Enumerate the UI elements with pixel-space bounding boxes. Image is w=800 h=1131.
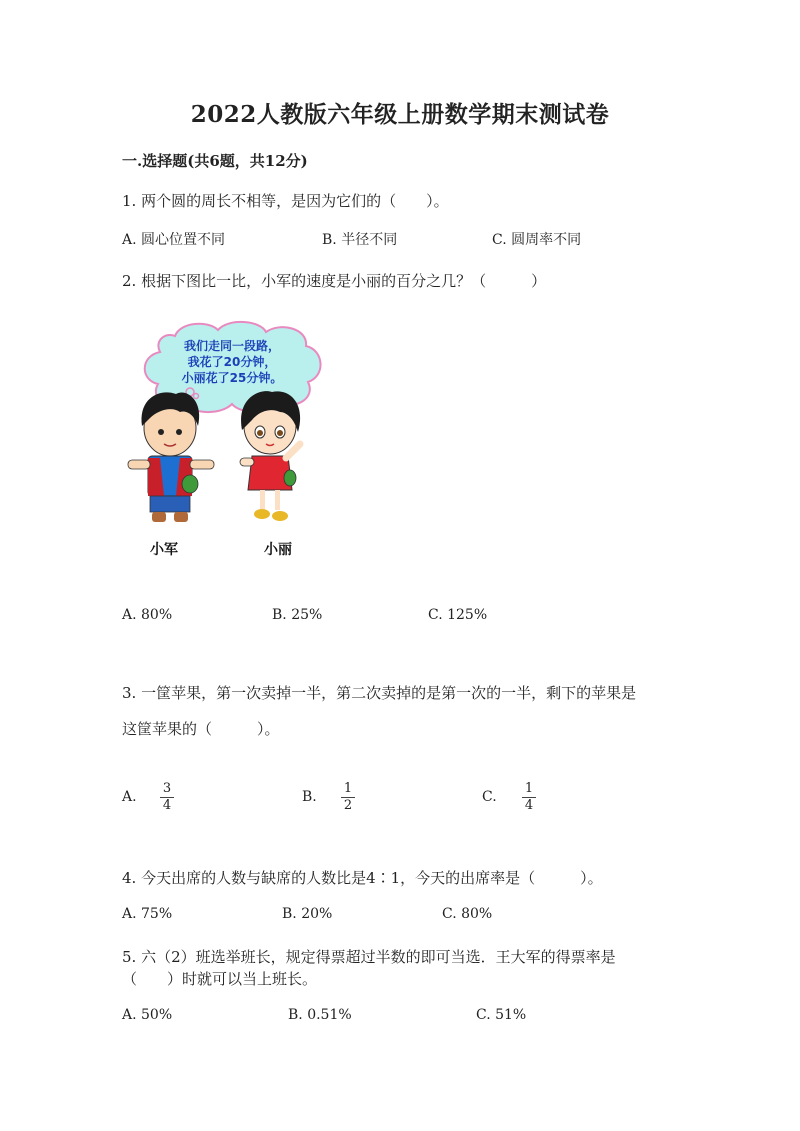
children-illustration (120, 318, 340, 568)
question-2-text: 2. 根据下图比一比，小军的速度是小丽的百分之几？（ ） (122, 272, 547, 290)
speech-line-3: 小丽花了25分钟。 (181, 371, 283, 385)
q2-option-b: B. 25% (272, 607, 323, 623)
page-title: 2022人教版六年级上册数学期末测试卷 (190, 101, 610, 128)
q4-option-c: C. 80% (442, 906, 493, 922)
boy-name-label: 小军 (150, 542, 178, 558)
q3-option-a-fraction (160, 782, 174, 813)
speech-line-1: 我们走同一段路， (183, 339, 281, 353)
q3-c-numerator: 1 (524, 781, 534, 796)
q2-option-c: C. 125% (428, 607, 488, 623)
section-heading: 一.选择题(共6题，共12分) (122, 152, 308, 170)
girl-name-label: 小丽 (264, 542, 292, 558)
q5-option-b: B. 0.51% (288, 1007, 352, 1023)
q2-illustration (120, 318, 340, 568)
q5-option-a: A. 50% (122, 1007, 173, 1023)
q3-b-numerator: 1 (343, 781, 353, 796)
q1-option-a: A. 圆心位置不同 (122, 232, 226, 248)
q3-c-denominator: 4 (524, 798, 534, 813)
q2-option-a: A. 80% (122, 607, 173, 623)
q4-option-b: B. 20% (282, 906, 333, 922)
q3-b-denominator: 2 (343, 798, 353, 813)
q3-option-c-fraction (522, 782, 536, 813)
speech-line-2: 我花了20分钟， (187, 355, 277, 369)
girl-figure (240, 391, 300, 521)
question-4-text: 4. 今天出席的人数与缺席的人数比是4∶1，今天的出席率是（ ）。 (122, 869, 603, 887)
question-3-text-line2: 这筐苹果的（ ）。 (122, 720, 280, 738)
q3-option-a-label: A. (122, 789, 137, 805)
question-1-text: 1. 两个圆的周长不相等，是因为它们的（ ）。 (122, 192, 449, 210)
q3-a-denominator: 4 (162, 798, 172, 813)
q4-option-a: A. 75% (122, 906, 173, 922)
q5-option-c: C. 51% (476, 1007, 527, 1023)
q3-a-numerator: 3 (162, 781, 172, 796)
q3-option-b-label: B. (302, 789, 317, 805)
q1-option-c: C. 圆周率不同 (492, 232, 582, 248)
q3-option-b-fraction (341, 782, 355, 813)
question-5-text-line1: 5. 六（2）班选举班长，规定得票超过半数的即可当选．王大军的得票率是 (122, 948, 616, 966)
q1-option-b: B. 半径不同 (322, 232, 398, 248)
question-3-text-line1: 3. 一筐苹果，第一次卖掉一半，第二次卖掉的是第一次的一半，剩下的苹果是 (122, 684, 637, 702)
q3-option-c-label: C. (482, 789, 497, 805)
question-5-text-line2: （ ）时就可以当上班长。 (122, 970, 318, 988)
